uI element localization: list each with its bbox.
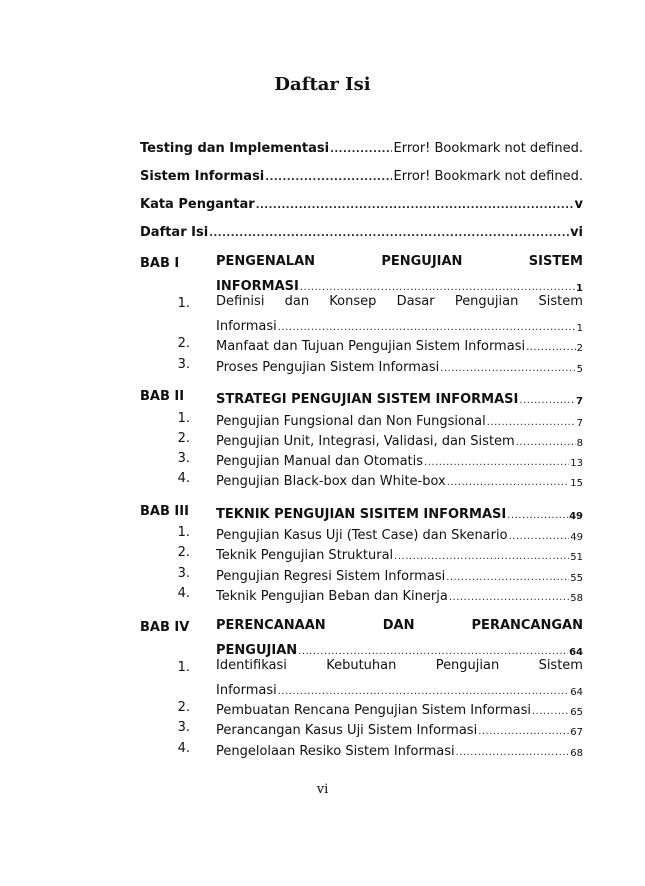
toc-subentry <box>216 718 583 738</box>
page-title: Daftar Isi <box>274 74 371 95</box>
chapter-number: BAB III <box>140 504 189 519</box>
word: Definisi <box>216 294 265 309</box>
item-page: 15 <box>570 478 583 489</box>
title-text: TEKNIK PENGUJIAN SISITEM INFORMASI <box>216 507 507 522</box>
toc-subentry <box>216 334 583 354</box>
dot-leader <box>424 456 569 469</box>
title-word: PERENCANAAN <box>216 618 326 633</box>
item-number: 2. <box>177 700 190 715</box>
item-page: 55 <box>570 573 583 584</box>
toc-subentry <box>216 355 583 375</box>
item-text: Pengujian Kasus Uji (Test Case) dan Skenario <box>216 528 508 543</box>
dot-leader <box>446 571 569 584</box>
title-word: DAN <box>382 618 415 633</box>
word: Sistem <box>538 658 583 673</box>
item-page: 67 <box>570 727 583 738</box>
item-page: 7 <box>576 418 583 429</box>
toc-page: vi <box>570 225 583 240</box>
chapter-page: 7 <box>576 396 583 407</box>
item-page: 68 <box>570 748 583 759</box>
item-number: 2. <box>177 431 190 446</box>
toc-label: Testing dan Implementasi <box>140 141 330 156</box>
dot-leader <box>330 143 392 156</box>
item-number: 3. <box>177 720 190 735</box>
toc-subentry <box>216 523 583 543</box>
page-number: vi <box>316 782 329 797</box>
item-page: 49 <box>570 532 583 543</box>
item-number: 3. <box>177 357 190 372</box>
item-text: Pengujian Manual dan Otomatis <box>216 454 424 469</box>
dot-leader <box>440 362 575 375</box>
word: dan <box>284 294 310 309</box>
item-page: 64 <box>570 687 583 698</box>
word: Pengujian <box>435 658 500 673</box>
chapter-title <box>216 254 583 294</box>
item-number: 4. <box>177 586 190 601</box>
dot-leader <box>449 591 569 604</box>
word: Kebutuhan <box>326 658 397 673</box>
dot-leader <box>300 281 575 294</box>
toc-label: Sistem Informasi <box>140 169 265 184</box>
item-number: 4. <box>177 741 190 756</box>
item-page: 5 <box>576 364 583 375</box>
dot-leader <box>509 530 570 543</box>
line2: Informasi <box>216 319 277 334</box>
toc-page: Error! Bookmark not defined. <box>393 141 583 156</box>
title-line2: PENGUJIAN <box>216 643 298 658</box>
dot-leader <box>478 725 569 738</box>
item-number: 4. <box>177 471 190 486</box>
toc-entry-daftar-isi <box>140 218 583 240</box>
title-word: PERANCANGAN <box>471 618 583 633</box>
dot-leader <box>519 394 575 407</box>
line2: Informasi <box>216 683 277 698</box>
dot-leader <box>278 321 576 334</box>
dot-leader <box>265 171 392 184</box>
item-text: Pengujian Regresi Sistem Informasi <box>216 569 446 584</box>
dot-leader <box>487 416 576 429</box>
chapter-number: BAB IV <box>140 620 190 635</box>
toc-subentry <box>216 409 583 429</box>
toc-subentry <box>216 739 583 759</box>
item-number: 2. <box>177 336 190 351</box>
toc-subentry <box>216 429 583 449</box>
item-number: 3. <box>177 566 190 581</box>
dot-leader <box>516 436 576 449</box>
word: Pengujian <box>454 294 519 309</box>
toc-page: v <box>574 197 583 212</box>
chapter-number: BAB II <box>140 389 185 404</box>
title-word: PENGUJIAN <box>381 254 463 269</box>
toc-subentry <box>216 584 583 604</box>
toc-entry-kata-pengantar <box>140 190 583 212</box>
toc-subentry <box>216 449 583 469</box>
item-text: Pengujian Black-box dan White-box <box>216 474 446 489</box>
chapter-title <box>216 618 583 658</box>
item-page: 8 <box>576 438 583 449</box>
dot-leader <box>394 550 569 563</box>
dot-leader <box>526 341 576 354</box>
item-page: 13 <box>570 458 583 469</box>
item-page: 2 <box>576 343 583 354</box>
item-text: Manfaat dan Tujuan Pengujian Sistem Informasi <box>216 339 526 354</box>
dot-leader <box>532 705 569 718</box>
toc-subentry <box>216 564 583 584</box>
item-text: Proses Pengujian Sistem Informasi <box>216 360 440 375</box>
toc-entry-sistem-informasi <box>140 162 583 184</box>
toc-subentry <box>216 469 583 489</box>
toc-entry-testing <box>140 134 583 156</box>
dot-leader <box>456 746 570 759</box>
word: Sistem <box>538 294 583 309</box>
item-number: 1. <box>177 660 190 675</box>
title-word: SISTEM <box>528 254 583 269</box>
item-text: Pengujian Unit, Integrasi, Validasi, dan Sistem <box>216 434 515 449</box>
chapter-page: 1 <box>576 283 583 294</box>
dot-leader <box>209 227 569 240</box>
chapter-title <box>216 502 583 522</box>
toc-label: Kata Pengantar <box>140 197 255 212</box>
dot-leader <box>298 645 568 658</box>
dot-leader <box>507 509 568 522</box>
toc-subentry <box>216 543 583 563</box>
chapter-page: 49 <box>569 511 583 522</box>
item-number: 1. <box>177 296 190 311</box>
item-text: Pengujian Fungsional dan Non Fungsional <box>216 414 486 429</box>
item-page: 58 <box>570 593 583 604</box>
toc-subentry <box>216 294 583 334</box>
word: Dasar <box>396 294 435 309</box>
chapter-title <box>216 387 583 407</box>
item-page: 65 <box>570 707 583 718</box>
dot-leader <box>256 199 574 212</box>
toc-subentry <box>216 698 583 718</box>
toc-page: Error! Bookmark not defined. <box>393 169 583 184</box>
chapter-number: BAB I <box>140 256 180 271</box>
item-number: 3. <box>177 451 190 466</box>
item-text: Teknik Pengujian Beban dan Kinerja <box>216 589 448 604</box>
item-page: 51 <box>570 552 583 563</box>
toc-subentry <box>216 658 583 698</box>
toc-label: Daftar Isi <box>140 225 209 240</box>
dot-leader <box>278 685 570 698</box>
title-line2: INFORMASI <box>216 279 299 294</box>
item-text: Perancangan Kasus Uji Sistem Informasi <box>216 723 478 738</box>
word: Identifikasi <box>216 658 287 673</box>
item-number: 1. <box>177 411 190 426</box>
word: Konsep <box>329 294 377 309</box>
item-page: 1 <box>576 323 583 334</box>
item-text: Pembuatan Rencana Pengujian Sistem Informasi <box>216 703 531 718</box>
item-text: Pengelolaan Resiko Sistem Informasi <box>216 744 455 759</box>
title-word: PENGENALAN <box>216 254 316 269</box>
item-number: 2. <box>177 545 190 560</box>
dot-leader <box>447 476 570 489</box>
item-text: Teknik Pengujian Struktural <box>216 548 394 563</box>
chapter-page: 64 <box>569 647 583 658</box>
title-text: STRATEGI PENGUJIAN SISTEM INFORMASI <box>216 392 519 407</box>
item-number: 1. <box>177 525 190 540</box>
